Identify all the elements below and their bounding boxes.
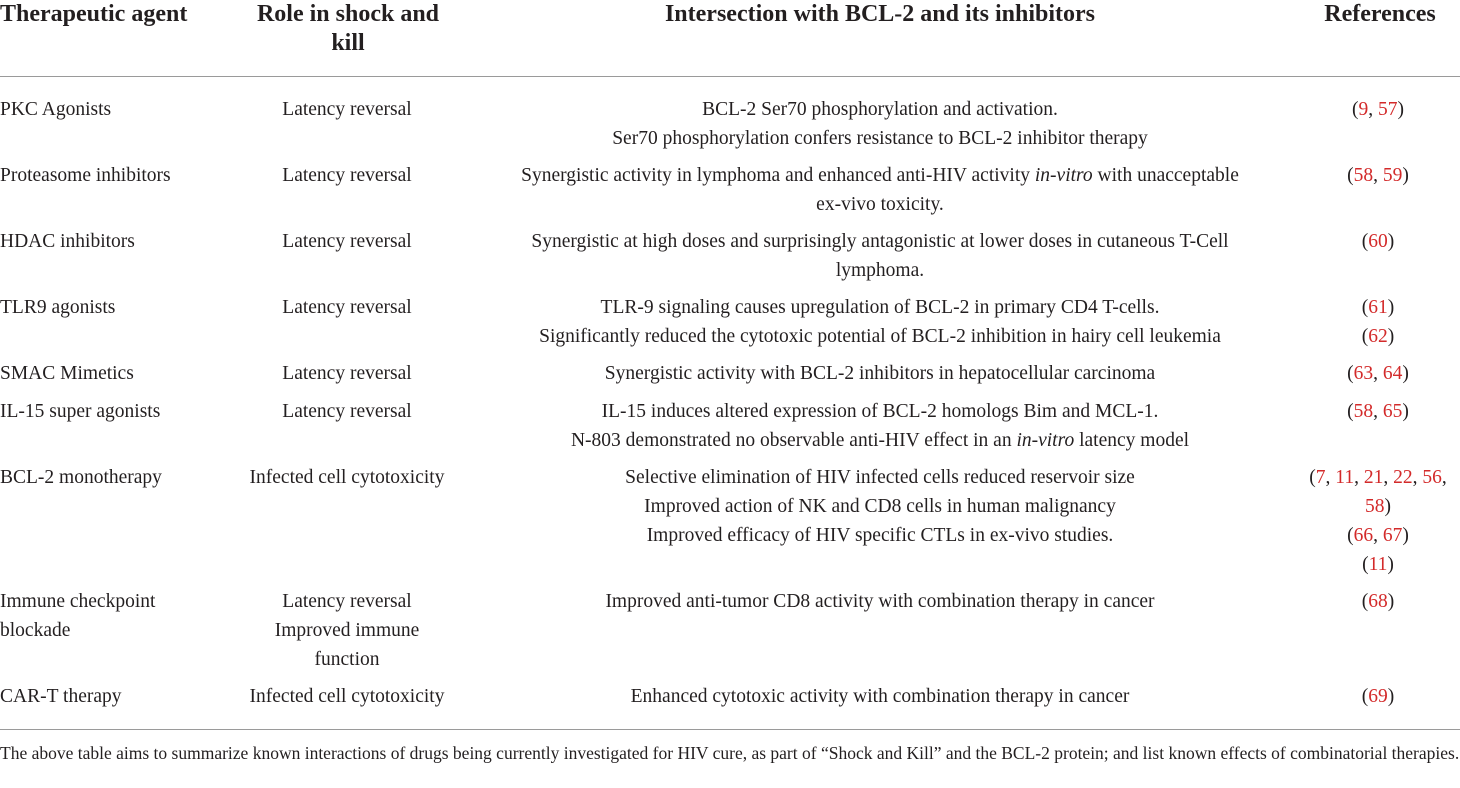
references-line: (7, 11, 21, 22, 56,	[1309, 467, 1447, 488]
references-line: (11)	[1362, 554, 1394, 575]
reference-link[interactable]: 58	[1353, 165, 1374, 186]
intersection-cell-line: Improved action of NK and CD8 cells in human malignancy	[644, 496, 1116, 517]
agent-cell-line: Proteasome inhibitors	[0, 165, 171, 186]
intersection-cell	[476, 463, 1284, 550]
agent-cell	[0, 397, 236, 426]
reference-link[interactable]: 67	[1382, 525, 1403, 546]
reference-link[interactable]: 21	[1363, 467, 1384, 488]
table-header-role-line: kill	[331, 30, 365, 56]
references-line: (58, 65)	[1347, 401, 1409, 422]
role-cell	[236, 587, 458, 674]
intersection-cell-line: IL-15 induces altered expression of BCL-2 homologs Bim and MCL-1.	[601, 401, 1159, 422]
intersection-cell	[476, 227, 1284, 285]
reference-link[interactable]: 68	[1368, 591, 1388, 612]
role-cell	[236, 359, 458, 388]
intersection-cell	[476, 359, 1284, 388]
intersection-cell	[476, 95, 1284, 153]
intersection-cell-line: Improved anti-tumor CD8 activity with combination therapy in cancer	[605, 591, 1155, 612]
intersection-cell-line: Enhanced cytotoxic activity with combination therapy in cancer	[630, 686, 1130, 707]
intersection-cell-line: Improved efficacy of HIV specific CTLs in ex-vivo studies.	[646, 525, 1114, 546]
reference-link[interactable]: 62	[1368, 326, 1388, 347]
role-cell	[236, 397, 458, 426]
intersection-cell-line: Synergistic activity with BCL-2 inhibitors in hepatocellular carcinoma	[604, 363, 1156, 384]
role-cell	[236, 682, 458, 711]
references-cell	[1296, 587, 1460, 616]
references-line: (58, 59)	[1347, 165, 1409, 186]
references-line: (61)	[1361, 297, 1395, 318]
agent-cell-line: TLR9 agonists	[0, 297, 116, 318]
intersection-cell-line: lymphoma.	[835, 260, 925, 281]
references-line: (62)	[1361, 326, 1395, 347]
agent-cell	[0, 293, 236, 322]
table-header-references: References	[1324, 1, 1436, 27]
reference-link[interactable]: 69	[1368, 686, 1388, 707]
intersection-cell-line: ex-vivo toxicity.	[816, 194, 944, 215]
intersection-cell-line: Significantly reduced the cytotoxic potential of BCL-2 inhibition in hairy cell leukemia	[539, 326, 1221, 347]
reference-link[interactable]: 11	[1335, 467, 1355, 488]
intersection-cell	[476, 587, 1284, 616]
reference-link[interactable]: 60	[1368, 231, 1388, 252]
references-cell	[1296, 227, 1460, 256]
intersection-cell-line: Synergistic at high doses and surprisingly antagonistic at lower doses in cutaneous T-Cell	[531, 231, 1229, 252]
role-cell	[236, 227, 458, 256]
role-cell-line: Improved immune	[274, 620, 420, 641]
references-cell	[1296, 397, 1460, 426]
role-cell	[236, 293, 458, 322]
agent-cell	[0, 161, 236, 190]
role-cell-line: Latency reversal	[282, 363, 412, 384]
header-divider	[0, 76, 1460, 77]
role-cell	[236, 161, 458, 190]
table-header-agent: Therapeutic agent	[0, 1, 188, 27]
reference-link[interactable]: 64	[1382, 363, 1403, 384]
references-cell	[1296, 359, 1460, 388]
role-cell-line: Latency reversal	[282, 99, 412, 120]
reference-link[interactable]: 56	[1422, 467, 1442, 488]
references-cell	[1296, 293, 1460, 351]
references-line: (69)	[1361, 686, 1395, 707]
intersection-cell-line: BCL-2 Ser70 phosphorylation and activation.	[702, 99, 1058, 120]
role-cell-line: Infected cell cytotoxicity	[249, 467, 445, 488]
table-footnote: The above table aims to summarize known interactions of drugs being currently investigated for HIV cure, as part of “Shock and Kill” and the BCL-2 protein; and list known effects of combinatorial therapies.	[0, 743, 1460, 763]
reference-link[interactable]: 61	[1368, 297, 1388, 318]
role-cell	[236, 95, 458, 124]
agent-cell-line: blockade	[0, 620, 71, 641]
reference-link[interactable]: 59	[1382, 165, 1403, 186]
reference-link[interactable]: 58	[1353, 401, 1374, 422]
reference-link[interactable]: 58	[1365, 496, 1385, 517]
role-cell-line: Latency reversal	[282, 165, 412, 186]
references-cell	[1296, 161, 1460, 190]
role-cell-line: Latency reversal	[282, 591, 412, 612]
agent-cell-line: HDAC inhibitors	[0, 231, 135, 252]
references-line: (60)	[1361, 231, 1395, 252]
agent-cell-line: BCL-2 monotherapy	[0, 467, 162, 488]
table-header-role	[236, 0, 460, 58]
reference-link[interactable]: 9	[1358, 99, 1369, 120]
reference-link[interactable]: 65	[1382, 401, 1403, 422]
agent-cell	[0, 682, 236, 711]
references-cell	[1296, 463, 1460, 579]
references-line: (68)	[1361, 591, 1395, 612]
agent-cell	[0, 463, 236, 492]
reference-link[interactable]: 66	[1353, 525, 1374, 546]
intersection-cell-line: Synergistic activity in lymphoma and enhanced anti-HIV activity in-vitro with unacceptable	[521, 165, 1239, 186]
role-cell	[236, 463, 458, 492]
references-line: 58)	[1365, 496, 1391, 517]
agent-cell-line: Immune checkpoint	[0, 591, 156, 612]
table-header-role-line: Role in shock and	[256, 1, 440, 27]
role-cell-line: Latency reversal	[282, 231, 412, 252]
agent-cell-line: CAR-T therapy	[0, 686, 122, 707]
agent-cell	[0, 587, 236, 645]
reference-link[interactable]: 63	[1353, 363, 1374, 384]
references-cell	[1296, 95, 1460, 124]
intersection-cell-line: TLR-9 signaling causes upregulation of BCL-2 in primary CD4 T-cells.	[600, 297, 1160, 318]
references-cell	[1296, 682, 1460, 711]
agent-cell	[0, 227, 236, 256]
reference-link[interactable]: 57	[1378, 99, 1398, 120]
reference-link[interactable]: 11	[1368, 554, 1388, 575]
references-line: (63, 64)	[1347, 363, 1409, 384]
agent-cell-line: IL-15 super agonists	[0, 401, 161, 422]
reference-link[interactable]: 7	[1315, 467, 1326, 488]
agent-cell-line: SMAC Mimetics	[0, 363, 134, 384]
role-cell-line: Latency reversal	[282, 297, 412, 318]
intersection-cell-line: N-803 demonstrated no observable anti-HIV effect in an in-vitro latency model	[570, 430, 1190, 451]
references-line: (66, 67)	[1347, 525, 1409, 546]
agent-cell	[0, 359, 236, 388]
agent-cell	[0, 95, 236, 124]
agent-cell-line: PKC Agonists	[0, 99, 112, 120]
intersection-cell	[476, 161, 1284, 219]
intersection-cell	[476, 293, 1284, 351]
table-header-intersection: Intersection with BCL-2 and its inhibitors	[664, 1, 1096, 27]
role-cell-line: function	[314, 649, 380, 670]
intersection-cell-line: Selective elimination of HIV infected cells reduced reservoir size	[625, 467, 1135, 488]
role-cell-line: Latency reversal	[282, 401, 412, 422]
intersection-cell-line: Ser70 phosphorylation confers resistance to BCL-2 inhibitor therapy	[612, 128, 1148, 149]
table-bottom-divider	[0, 729, 1460, 730]
intersection-cell	[476, 397, 1284, 455]
references-line: (9, 57)	[1352, 99, 1404, 120]
role-cell-line: Infected cell cytotoxicity	[249, 686, 445, 707]
intersection-cell	[476, 682, 1284, 711]
reference-link[interactable]: 22	[1393, 467, 1413, 488]
